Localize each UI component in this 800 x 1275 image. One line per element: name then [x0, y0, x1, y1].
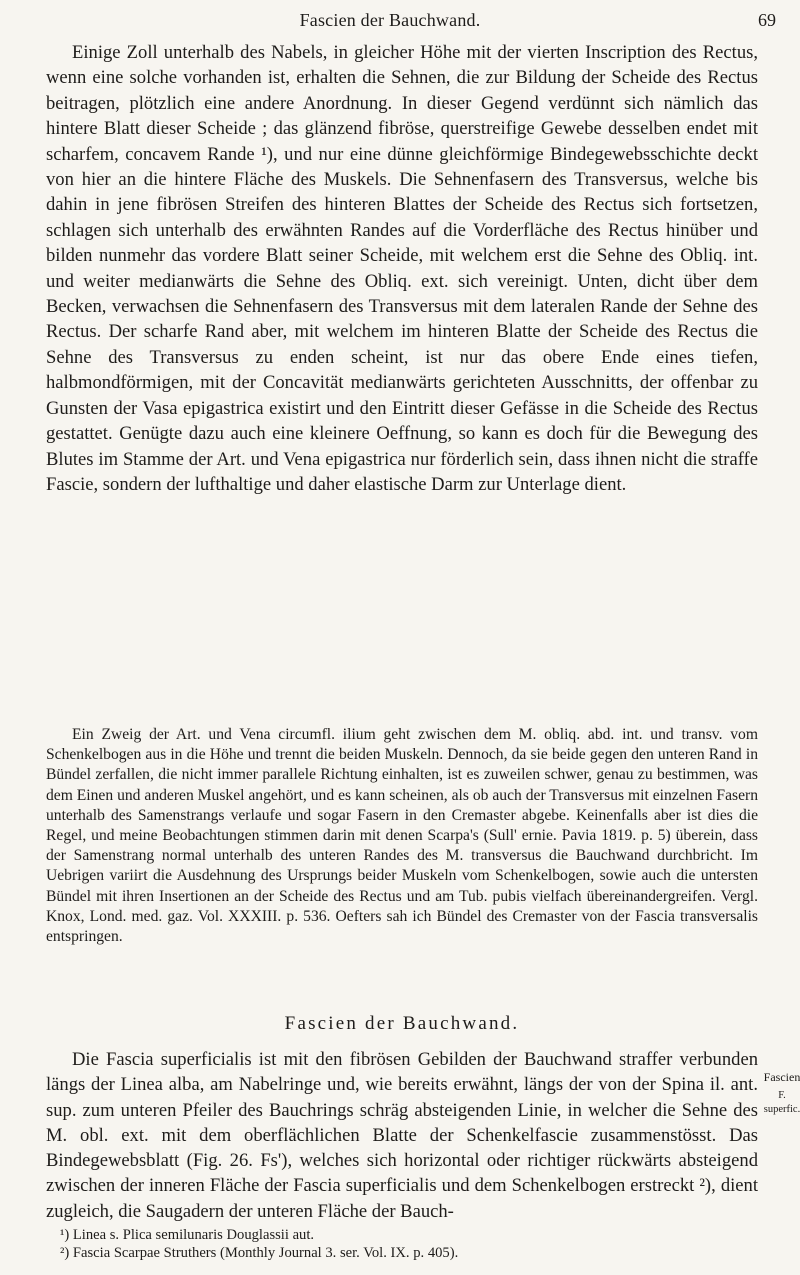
main-text-block: [46, 40, 758, 497]
main-paragraph: Einige Zoll unterhalb des Nabels, in gleicher Höhe mit der vierten Inscription des Rectus, wenn eine solche vorhanden ist, erhalten die Sehnen, die zur Bildung der Scheide des Rectus beitragen, plötzlich eine andere Anordnung. In dieser Gegend verdünnt sich nämlich das hintere Blatt dieser Scheide ; das glänzend fibröse, querstreifige Gewebe desselben endet mit scharfem, concavem Rande ¹), und nur eine dünne gleichförmige Bindegewebsschichte deckt von hier an die hintere Fläche des Muskels. Die Sehnenfasern des Transversus, welche bis dahin in jene fibrösen Streifen des hinteren Blattes der Scheide des Rectus sich fortsetzen, schlagen sich unterhalb des erwähnten Randes auf die Vorderfläche des Rectus hinüber und bilden nunmehr das vordere Blatt seiner Scheide, mit welchem erst die Sehne des Obliq. int. und weiter medianwärts die Sehne des Obliq. ext. sich vereinigt. Unten, dicht über dem Becken, verwachsen die Sehnenfasern des Transversus mit dem lateralen Rande der Sehne des Rectus. Der scharfe Rand aber, mit welchem im hinteren Blatte der Scheide des Rectus die Sehne des Transversus zu enden scheint, ist nur das obere Ende eines tiefen, halbmondförmigen, mit der Concavität medianwärts gerichteten Ausschnitts, der offenbar zu Gunsten der Vasa epigastrica existirt und den Eintritt dieser Gefässe in die Scheide des Rectus gestattet. Genügte dazu auch eine kleinere Oeffnung, so kann es doch für die Bewegung des Blutes im Stamme der Art. und Vena epigastrica nur förderlich sein, dass ihnen nicht die straffe Fascie, sondern der lufthaltige und daher elastische Darm zur Unterlage dient.: [46, 42, 758, 495]
running-title: Fascien der Bauchwand.: [299, 10, 481, 30]
margin-note-fascien: Fascien: [763, 1070, 800, 1084]
section-text-block: [46, 1047, 758, 1224]
section-heading: Fascien der Bauchwand.: [284, 1013, 520, 1034]
footnote-1: ¹) Linea s. Plica semilunaris Douglassii aut.: [60, 1227, 315, 1243]
page-number: 69: [758, 10, 776, 30]
footnotes: [60, 1226, 760, 1262]
small-paragraph: Ein Zweig der Art. und Vena circumfl. ilium geht zwischen dem M. obliq. abd. int. und transv. vom Schenkelbogen aus in die Höhe und trennt die beiden Muskeln. Dennoch, da sie beide gegen den unteren Rand in Bündel zerfallen, die nicht immer parallele Richtung einhalten, ist es zuweilen schwer, genau zu bestimmen, was dem Einen und anderen Muskel angehört, und es kann scheinen, als ob auch der Transversus mit einzelnen Fasern unterhalb des Samenstrangs verlaufe und sogar Fasern in den Cremaster abgebe. Keinenfalls aber ist dies die Regel, und meine Beobachtungen stimmen darin mit denen Scarpa's (Sull' ernie. Pavia 1819. p. 5) überein, dass der Samenstrang normal unterhalb des unteren Randes des M. transversus die Bauchwand durchbricht. Im Uebrigen variirt die Ausdehnung des Ursprungs beider Muskeln vom Schenkelbogen, sowie auch die untersten Bündel mit ihren Insertionen an der Scheide des Rectus und am Tub. pubis vielfach übereinandergreifen. Vergl. Knox, Lond. med. gaz. Vol. XXXIII. p. 536. Oefters sah ich Bündel des Cremaster von der Fascia transversalis entspringen.: [46, 726, 758, 946]
small-print-note: [46, 725, 758, 947]
margin-note-superfic: F. superfic.: [763, 1090, 800, 1115]
section-paragraph: Die Fascia superficialis ist mit den fibrösen Gebilden der Bauchwand straffer verbunden längs der Linea alba, am Nabelringe und, wie bereits erwähnt, längs der von der Spina il. ant. sup. zum unteren Pfeiler des Bauchrings schräg absteigenden Linie, in welcher die Sehne des M. obl. ext. mit dem oberflächlichen Blatte der Schenkelfascie zusammenstösst. Das Bindegewebsblatt (Fig. 26. Fs'), welches sich horizontal oder richtiger rückwärts absteigend zwischen der inneren Fläche der Fascia superficialis und dem Schenkelbogen erstreckt ²), dient zugleich, die Saugadern der unteren Fläche der Bauch-: [46, 1049, 758, 1222]
footnote-2: ²) Fascia Scarpae Struthers (Monthly Journal 3. ser. Vol. IX. p. 405).: [60, 1245, 459, 1261]
